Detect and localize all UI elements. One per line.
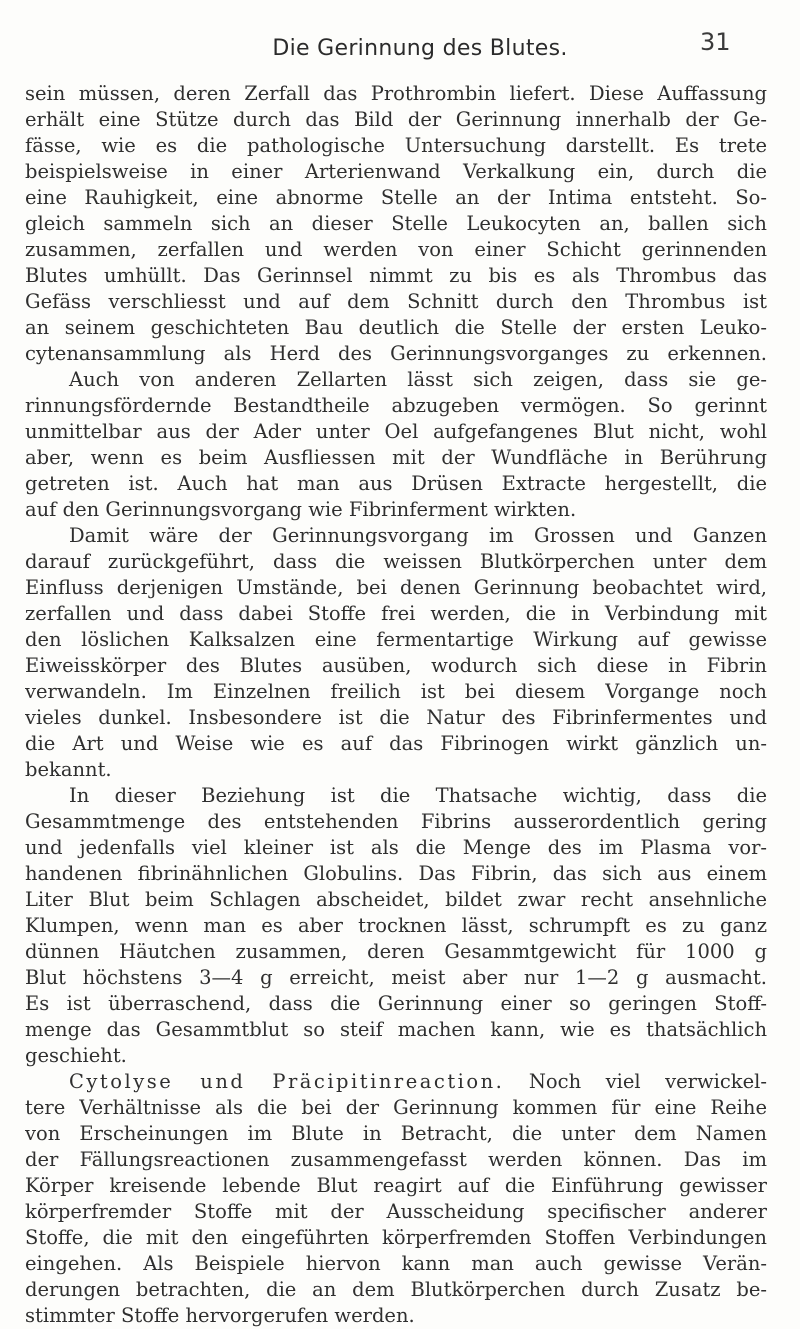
body-text xyxy=(25,81,767,1329)
text-line: erhält eine Stütze durch das Bild der Gerinnung innerhalb der Ge- xyxy=(25,108,767,131)
text-line: getreten ist. Auch hat man aus Drüsen Extracte hergestellt, die xyxy=(25,472,767,495)
text-line: Eiweisskörper des Blutes ausüben, wodurch sich diese in Fibrin xyxy=(25,654,767,677)
section-heading: Cytolyse und Präcipitinreaction. xyxy=(69,1070,505,1093)
text-line: vieles dunkel. Insbesondere ist die Natur des Fibrinfermentes und xyxy=(25,706,767,729)
text-line: derungen betrachten, die an dem Blutkörperchen durch Zusatz be- xyxy=(25,1278,767,1301)
text-line: aber, wenn es beim Ausfliessen mit der Wundfläche in Berührung xyxy=(25,446,767,469)
text-line: zusammen, zerfallen und werden von einer Schicht gerinnenden xyxy=(25,238,767,261)
paragraph-start-line: Auch von anderen Zellarten lässt sich zeigen, dass sie ge- xyxy=(69,368,767,391)
paragraph-end-line: auf den Gerinnungsvorgang wie Fibrinferment wirkten. xyxy=(25,498,577,521)
text-line: Gefäss verschliesst und auf dem Schnitt durch den Thrombus ist xyxy=(25,290,767,313)
text-line: Es ist überraschend, dass die Gerinnung einer so geringen Stoff- xyxy=(25,992,767,1015)
text-line: Gesammtmenge des entstehenden Fibrins ausserordentlich gering xyxy=(25,810,767,833)
text-line: handenen fibrinähnlichen Globulins. Das Fibrin, das sich aus einem xyxy=(25,862,767,885)
text-line: Blut höchstens 3—4 g erreicht, meist aber nur 1—2 g ausmacht. xyxy=(25,966,767,989)
text-line: eine Rauhigkeit, eine abnorme Stelle an der Intima entsteht. So- xyxy=(25,186,767,209)
text-line: sein müssen, deren Zerfall das Prothrombin liefert. Diese Auffassung xyxy=(25,82,767,105)
page-number: 31 xyxy=(700,28,731,56)
text-line: zerfallen und dass dabei Stoffe frei werden, die in Verbindung mit xyxy=(25,602,767,625)
text-line: dünnen Häutchen zusammen, deren Gesammtgewicht für 1000 g xyxy=(25,940,767,963)
text-line: rinnungsfördernde Bestandtheile abzugeben vermögen. So gerinnt xyxy=(25,394,767,417)
text-line: menge das Gesammtblut so steif machen kann, wie es thatsächlich xyxy=(25,1018,767,1041)
text-line: gleich sammeln sich an dieser Stelle Leukocyten an, ballen sich xyxy=(25,212,767,235)
section-start-line: Cytolyse und Präcipitinreaction. Noch viel verwickel- xyxy=(69,1070,767,1093)
text-line: Stoffe, die mit den eingeführten körperfremden Stoffen Verbindungen xyxy=(25,1226,767,1249)
text-line: Liter Blut beim Schlagen abscheidet, bildet zwar recht ansehnliche xyxy=(25,888,767,911)
text-line: die Art und Weise wie es auf das Fibrinogen wirkt gänzlich un- xyxy=(25,732,767,755)
text-line: Einfluss derjenigen Umstände, bei denen Gerinnung beobachtet wird, xyxy=(25,576,767,599)
text-line: an seinem geschichteten Bau deutlich die Stelle der ersten Leuko- xyxy=(25,316,767,339)
text-line: fässe, wie es die pathologische Untersuchung darstellt. Es trete xyxy=(25,134,767,157)
text-line: Klumpen, wenn man es aber trocknen lässt, schrumpft es zu ganz xyxy=(25,914,767,937)
text-line: körperfremder Stoffe mit der Ausscheidung specifischer anderer xyxy=(25,1200,767,1223)
text-line: den löslichen Kalksalzen eine fermentartige Wirkung auf gewisse xyxy=(25,628,767,651)
text-line: der Fällungsreactionen zusammengefasst werden können. Das im xyxy=(25,1148,767,1171)
text-line: und jedenfalls viel kleiner ist als die Menge des im Plasma vor- xyxy=(25,836,767,859)
text-line: Körper kreisende lebende Blut reagirt auf die Einführung gewisser xyxy=(25,1174,767,1197)
text-line: Blutes umhüllt. Das Gerinnsel nimmt zu bis es als Thrombus das xyxy=(25,264,767,287)
paragraph-end-line: bekannt. xyxy=(25,758,112,781)
paragraph-start-line: Damit wäre der Gerinnungsvorgang im Grossen und Ganzen xyxy=(69,524,767,547)
text-line: verwandeln. Im Einzelnen freilich ist bei diesem Vorgange noch xyxy=(25,680,767,703)
text-line: beispielsweise in einer Arterienwand Verkalkung ein, durch die xyxy=(25,160,767,183)
text-line: darauf zurückgeführt, dass die weissen Blutkörperchen unter dem xyxy=(25,550,767,573)
text-line: unmittelbar aus der Ader unter Oel aufgefangenes Blut nicht, wohl xyxy=(25,420,767,443)
text-line: tere Verhältnisse als die bei der Gerinnung kommen für eine Reihe xyxy=(25,1096,767,1119)
text-line: eingehen. Als Beispiele hiervon kann man auch gewisse Verän- xyxy=(25,1252,767,1275)
paragraph-end-line: stimmter Stoffe hervorgerufen werden. xyxy=(25,1304,415,1327)
running-head-title: Die Gerinnung des Blutes. xyxy=(272,36,568,61)
paragraph-start-line: In dieser Beziehung ist die Thatsache wichtig, dass die xyxy=(69,784,767,807)
text-line: cytenansammlung als Herd des Gerinnungsvorganges zu erkennen. xyxy=(25,342,767,365)
paragraph-end-line: geschieht. xyxy=(25,1044,127,1067)
text-line: von Erscheinungen im Blute in Betracht, die unter dem Namen xyxy=(25,1122,767,1145)
